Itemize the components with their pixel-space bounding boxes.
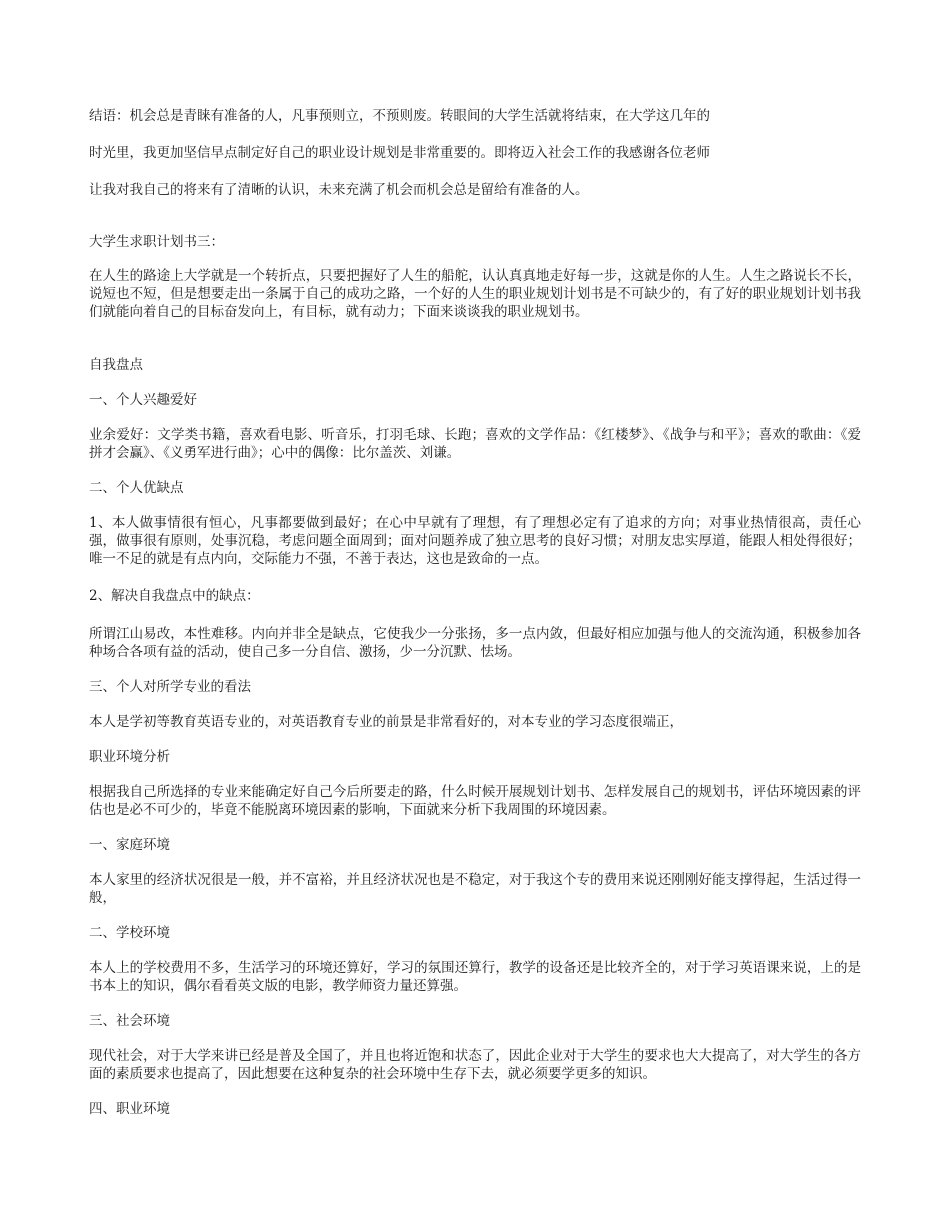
heading-career: 四、职业环境: [89, 1101, 170, 1117]
major-paragraph: 本人是学初等教育英语专业的，对英语教育专业的前景是非常看好的，对本专业的学习态度很端正，: [89, 714, 683, 730]
conclusion-line-1: 结语：机会总是青睐有准备的人，凡事预则立，不预则废。转眼间的大学生活就将结束，在大学这几年的: [89, 108, 710, 124]
fix-paragraph: 所谓江山易改，本性难移。内向并非全是缺点，它使我少一分张扬，多一点内敛，但最好相应加强与他人的交流沟通，积极参加各种场合各项有益的活动，使自己多一分自信、激扬，少一分沉默、怯场。: [89, 626, 861, 660]
strengths-paragraph: 1、本人做事情很有恒心，凡事都要做到最好；在心中早就有了理想，有了理想必定有了追求的方向；对事业热情很高，责任心强，做事很有原则，处事沉稳，考虑问题全面周到；面对问题养成了独立思考的良好习惯；对朋友忠实厚道，能跟人相处得很好；唯一不足的就是有点内向，交际能力不强，不善于表达，这也是致命的一点。: [89, 515, 861, 567]
heading-society: 三、社会环境: [89, 1013, 170, 1029]
intro-paragraph: 在人生的路途上大学就是一个转折点，只要把握好了人生的船舵，认认真真地走好每一步，这就是你的人生。人生之路说长不长，说短也不短，但是想要走出一条属于自己的成功之路，一个好的人生的职业规划计划书是不可缺少的，有了好的职业规划计划书我们就能向着自己的目标奋发向上，有目标，就有动力；下面来谈谈我的职业规划书。: [89, 268, 861, 320]
env-paragraph: 根据我自己所选择的专业来能确定好自己今后所要走的路，什么时候开展规划计划书、怎样发展自己的规划书，评估环境因素的评估也是必不可少的，毕竟不能脱离环境因素的影响，下面就来分析下我周围的环境因素。: [89, 784, 861, 818]
heading-school: 二、学校环境: [89, 925, 170, 941]
heading-self-review: 自我盘点: [89, 357, 143, 373]
conclusion-line-2: 时光里，我更加坚信早点制定好自己的职业设计规划是非常重要的。即将迈入社会工作的我感谢各位老师: [89, 145, 710, 161]
school-paragraph: 本人上的学校费用不多，生活学习的环境还算好，学习的氛围还算行，教学的设备还是比较齐全的，对于学习英语课来说，上的是书本上的知识，偶尔看看英文版的电影，教学师资力量还算强。: [89, 960, 861, 994]
heading-fix: 2、解决自我盘点中的缺点：: [89, 588, 260, 604]
heading-interests: 一、个人兴趣爱好: [89, 392, 197, 408]
heading-family: 一、家庭环境: [89, 837, 170, 853]
society-paragraph: 现代社会，对于大学来讲已经是普及全国了，并且也将近饱和状态了，因此企业对于大学生的要求也大大提高了，对大学生的各方面的素质要求也提高了，因此想要在这种复杂的社会环境中生存下去，就必须要学更多的知识。: [89, 1048, 861, 1082]
section-title: 大学生求职计划书三：: [89, 234, 224, 250]
conclusion-line-3: 让我对我自己的将来有了清晰的认识，未来充满了机会而机会总是留给有准备的人。: [89, 182, 589, 198]
heading-major: 三、个人对所学专业的看法: [89, 679, 251, 695]
family-paragraph: 本人家里的经济状况很是一般，并不富裕，并且经济状况也是不稳定，对于我这个专的费用来说还刚刚好能支撑得起，生活过得一般，: [89, 872, 861, 906]
interests-paragraph: 业余爱好：文学类书籍，喜欢看电影、听音乐，打羽毛球、长跑；喜欢的文学作品：《红楼梦》、《战争与和平》；喜欢的歌曲：《爱拼才会赢》、《义勇军进行曲》；心中的偶像：比尔盖茨、刘谦。: [89, 427, 861, 461]
heading-career-env: 职业环境分析: [89, 749, 170, 765]
heading-strengths: 二、个人优缺点: [89, 480, 184, 496]
